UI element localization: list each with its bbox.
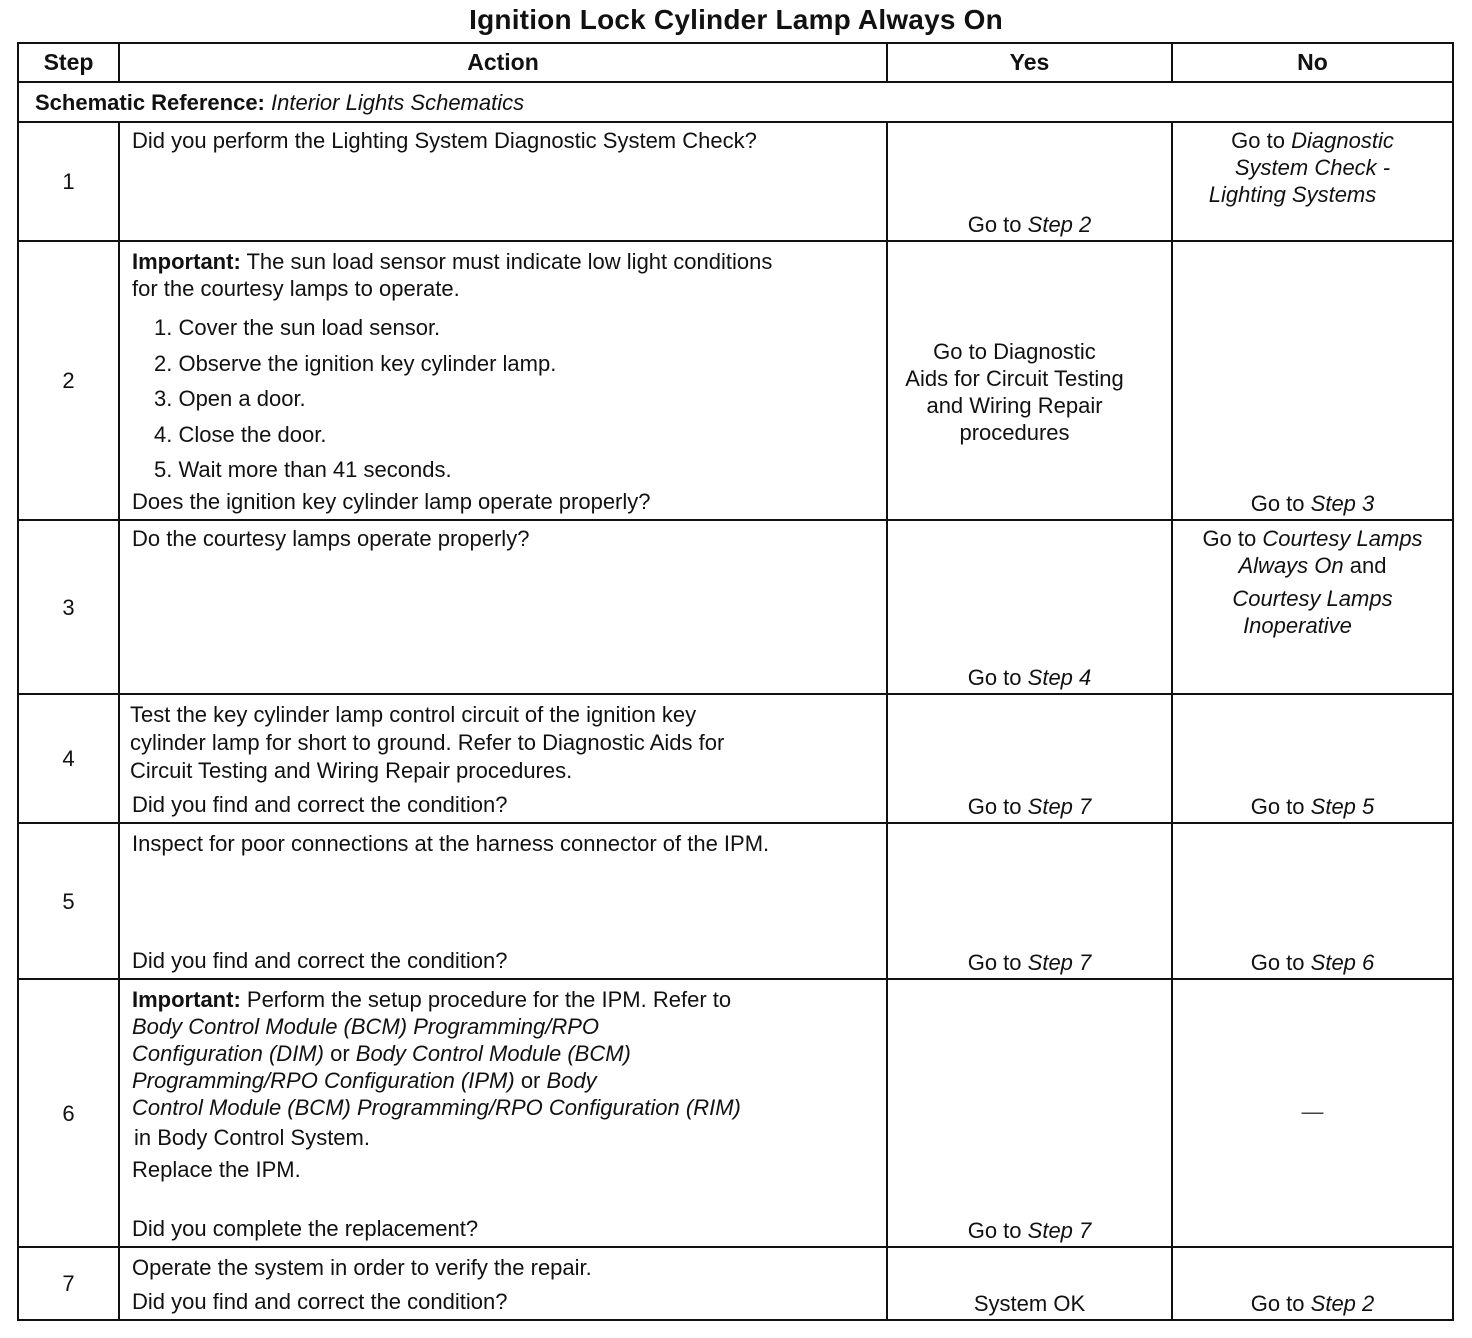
important-label: Important: xyxy=(132,249,241,274)
yes-result: Go to Step 7 xyxy=(967,950,1092,975)
action-text: Operate the system in order to verify the repair. xyxy=(132,1255,592,1280)
no-result: Go to Step 5 xyxy=(1250,794,1375,819)
action-question: Did you find and correct the condition? xyxy=(132,1289,508,1314)
procedure-link[interactable]: Body Control Module (BCM) xyxy=(355,1041,631,1066)
list-item: 2. Observe the ignition key cylinder lamp. xyxy=(154,350,557,376)
schematic-reference-label: Schematic Reference: xyxy=(35,89,265,115)
step-link[interactable]: Step 7 xyxy=(1027,794,1092,819)
yes-result: System OK xyxy=(973,1291,1086,1316)
procedure-link[interactable]: Inoperative xyxy=(1243,613,1352,638)
step-link[interactable]: Step 5 xyxy=(1310,794,1375,819)
action-cell xyxy=(119,122,887,241)
header-yes: Yes xyxy=(887,43,1172,82)
header-action: Action xyxy=(119,43,887,82)
step-link[interactable]: Step 4 xyxy=(1027,665,1092,690)
yes-cell xyxy=(887,979,1172,1247)
yes-result: Go to Step 7 xyxy=(967,794,1092,819)
no-result: Go to Courtesy Lamps Always On and Courtesy Lamps Inoperative xyxy=(1173,525,1452,639)
procedure-link[interactable]: Body xyxy=(546,1068,597,1093)
procedure-link[interactable]: Lighting Systems xyxy=(1208,182,1377,207)
action-cell xyxy=(119,979,887,1247)
yes-result: Go to Step 7 xyxy=(967,1218,1092,1243)
schematic-reference xyxy=(18,82,1453,122)
step-number: 2 xyxy=(18,241,119,520)
action-cell xyxy=(119,1247,887,1320)
step-link[interactable]: Step 2 xyxy=(1027,212,1092,237)
procedure-link[interactable]: procedures xyxy=(959,420,1070,445)
procedure-link[interactable]: System Check - xyxy=(1234,155,1391,180)
table-row xyxy=(18,1247,1453,1320)
action-question: Did you find and correct the condition? xyxy=(132,792,508,817)
no-cell xyxy=(1172,979,1453,1247)
action-cell xyxy=(119,241,887,520)
no-cell xyxy=(1172,823,1453,979)
action-cell xyxy=(119,520,887,694)
action-text: Inspect for poor connections at the harness connector of the IPM. xyxy=(132,831,770,856)
procedure-link[interactable]: Control Module (BCM) Programming/RPO Configuration (RIM) xyxy=(132,1095,741,1120)
no-result: Go to Step 6 xyxy=(1250,950,1375,975)
action-question: Did you complete the replacement? xyxy=(132,1216,479,1241)
list-item: 5. Wait more than 41 seconds. xyxy=(154,457,452,482)
schematic-reference-row xyxy=(18,82,1453,122)
important-note: Important: The sun load sensor must indicate low light conditions for the courtesy lamps to operate. xyxy=(132,249,773,301)
procedure-link[interactable]: Diagnostic xyxy=(1291,128,1394,153)
step-link[interactable]: Step 7 xyxy=(1027,1218,1092,1243)
list-item: 3. Open a door. xyxy=(154,386,306,411)
header-step: Step xyxy=(18,43,119,82)
yes-cell xyxy=(887,520,1172,694)
step-link[interactable]: Step 7 xyxy=(1027,950,1092,975)
procedure-link[interactable]: Aids for Circuit Testing xyxy=(905,366,1124,391)
header-row xyxy=(18,43,1453,82)
yes-result xyxy=(888,338,1141,446)
procedure-link[interactable]: and Wiring Repair xyxy=(926,393,1103,418)
procedure-link[interactable]: Go to Diagnostic xyxy=(933,339,1096,364)
yes-cell xyxy=(887,1247,1172,1320)
no-cell xyxy=(1172,1247,1453,1320)
yes-cell xyxy=(887,122,1172,241)
yes-cell xyxy=(887,823,1172,979)
schematic-reference-link[interactable]: Interior Lights Schematics xyxy=(271,89,525,115)
no-cell xyxy=(1172,241,1453,520)
diagnostic-table xyxy=(17,42,1454,1321)
action-question: Does the ignition key cylinder lamp operate properly? xyxy=(132,489,651,514)
table-row xyxy=(18,979,1453,1247)
no-result: Go to Step 3 xyxy=(1250,491,1375,516)
table-row xyxy=(18,823,1453,979)
step-number: 4 xyxy=(18,694,119,823)
yes-cell xyxy=(887,694,1172,823)
header-no: No xyxy=(1172,43,1453,82)
step-number: 6 xyxy=(18,979,119,1247)
action-cell xyxy=(119,823,887,979)
yes-cell xyxy=(887,241,1172,520)
step-link[interactable]: Step 2 xyxy=(1310,1291,1375,1316)
step-link[interactable]: Step 6 xyxy=(1310,950,1375,975)
important-note: Important: Perform the setup procedure for the IPM. Refer to Body Control Module (BCM) Programming/RPO Configuration (DIM) or Body Control Module (BCM) Programming/RPO Configuration (IPM) or Body Control Module (BCM) Programming/RPO Configuration (RIM) in Body Control System. Replace the IPM. xyxy=(132,986,880,1183)
important-label: Important: xyxy=(132,987,241,1012)
no-result: — xyxy=(1301,1099,1324,1124)
step-number: 3 xyxy=(18,520,119,694)
no-cell xyxy=(1172,694,1453,823)
action-question: Did you perform the Lighting System Diagnostic System Check? xyxy=(132,128,757,153)
step-link[interactable]: Step 3 xyxy=(1310,491,1375,516)
procedure-link[interactable]: Always On xyxy=(1238,553,1344,578)
table-row xyxy=(18,694,1453,823)
step-number: 1 xyxy=(18,122,119,241)
yes-result: Go to Step 2 xyxy=(967,212,1092,237)
action-text: Test the key cylinder lamp control circuit of the ignition key cylinder lamp for short to ground. Refer to Diagnostic Aids for Circuit Testing and Wiring Repair procedures. xyxy=(130,702,725,783)
no-result: Go to Step 2 xyxy=(1250,1291,1375,1316)
table-row xyxy=(18,122,1453,241)
list-item: 4. Close the door. xyxy=(154,421,327,447)
no-cell xyxy=(1172,122,1453,241)
procedure-link[interactable]: Body Control Module (BCM) Programming/RPO xyxy=(132,1014,600,1039)
procedure-link[interactable]: Courtesy Lamps xyxy=(1232,586,1393,611)
action-text: Replace the IPM. xyxy=(132,1157,301,1182)
procedure-link[interactable]: Configuration (DIM) xyxy=(132,1041,324,1066)
yes-result: Go to Step 4 xyxy=(967,665,1092,690)
step-number: 5 xyxy=(18,823,119,979)
page-title: Ignition Lock Cylinder Lamp Always On xyxy=(469,4,1003,35)
step-number: 7 xyxy=(18,1247,119,1320)
action-question: Did you find and correct the condition? xyxy=(132,948,508,973)
no-cell xyxy=(1172,520,1453,694)
list-item: 1. Cover the sun load sensor. xyxy=(154,315,441,340)
table-row xyxy=(18,241,1453,520)
action-question: Do the courtesy lamps operate properly? xyxy=(132,526,530,551)
no-result: Go to Diagnostic System Check - Lighting Systems xyxy=(1173,127,1452,208)
action-cell xyxy=(119,694,887,823)
procedure-list xyxy=(154,310,556,488)
table-row xyxy=(18,520,1453,694)
procedure-link[interactable]: Courtesy Lamps xyxy=(1262,526,1423,551)
procedure-link[interactable]: Programming/RPO Configuration (IPM) xyxy=(132,1068,515,1093)
